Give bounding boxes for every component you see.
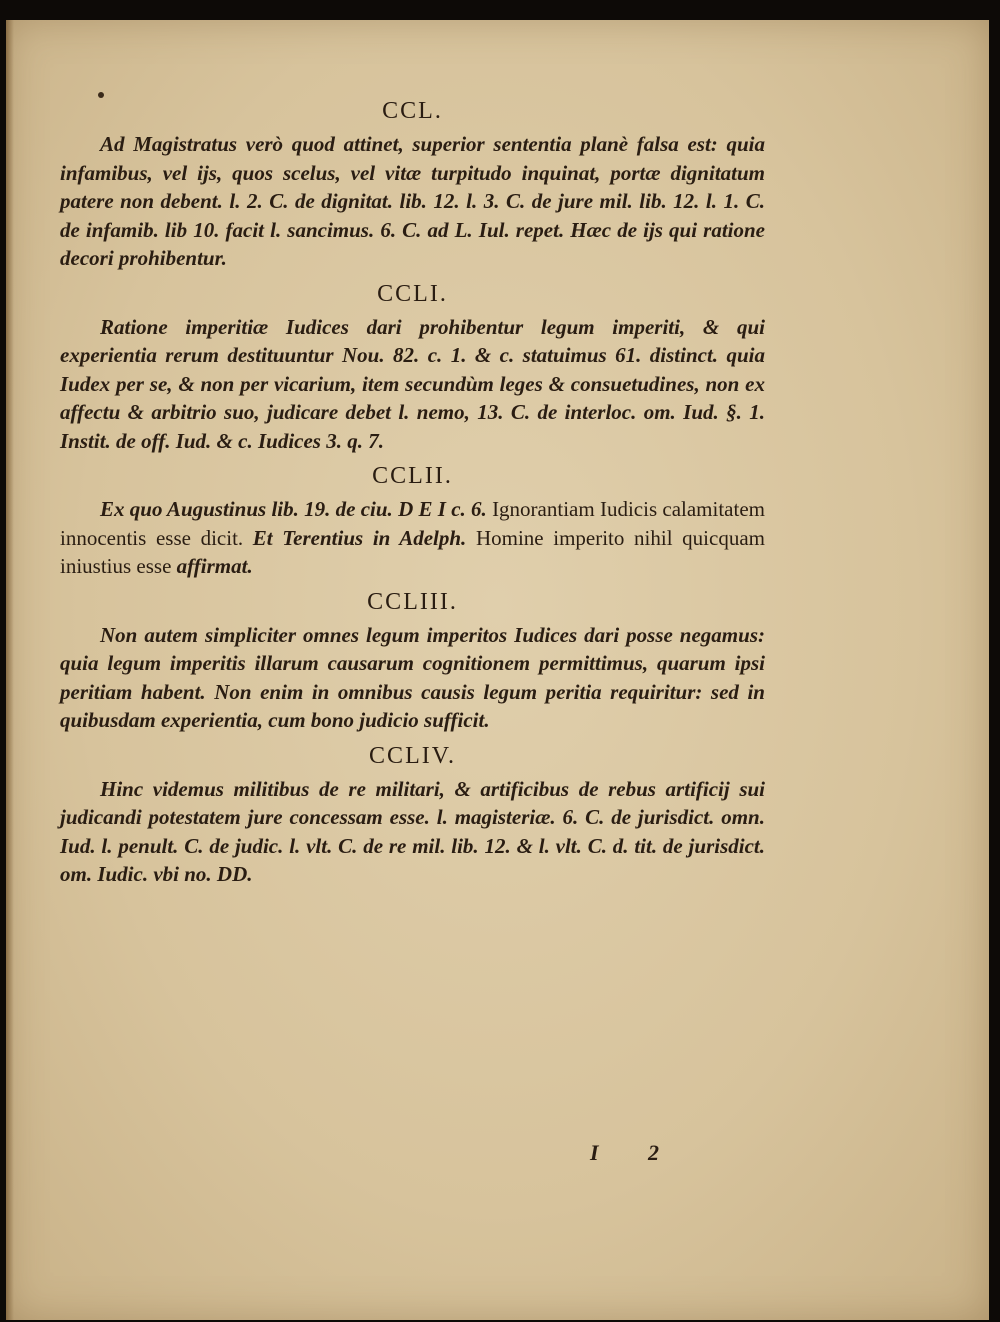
section-heading: CCLII.: [372, 463, 453, 489]
section-heading: CCLIV.: [369, 742, 456, 769]
paragraph-text: Ignorantiam Iudicis calamitatem innocentis esse dicit.: [60, 497, 765, 550]
paragraph-text: Ratione imperitiæ Iudices dari prohibentur legum imperiti, & qui experientia rerum destituuntur Nou. 82. c. 1. & c. statuimus 61. distinct. quia Iudex per se, & non per vicarium, item secundùm leges & consuetudines, non ex affectu & arbitrio suo, judicare debet l. nemo, 13. C. de interloc. om. Iud. §. 1. Instit. de off. Iud. & c. Iudices 3. q. 7.: [60, 314, 765, 453]
text-block: [60, 90, 765, 889]
page-gutter-shadow: [6, 20, 14, 1320]
paragraph-text: Et Terentius in Adelph.: [252, 525, 476, 550]
signature-mark: I 2: [590, 1140, 682, 1165]
paragraph-text: Non autem simpliciter omnes legum imperitos Iudices dari posse negamus: quia legum imperitis illarum causarum cognitionem permittimus, quarum ipsi peritiam habent. Non enim in omnibus causis legum peritia requiritur: sed in quibusdam experientia, cum bono judicio sufficit.: [60, 622, 765, 732]
section-paragraph: [60, 130, 765, 273]
section-heading: CCLIII.: [367, 588, 458, 615]
paragraph-text: Ad Magistratus verò quod attinet, superior sententia planè falsa est: quia infamibus, vel ijs, quos scelus, vel vitæ turpitudo inquinat, portæ dignitatum patere non debent. l. 2. C. de dignitat. lib. 12. l. 3. C. de jure mil. lib. 12. l. 1. C. de infamib. lib 10. facit l. sancimus. 6. C. ad L. Iul. repet. Hæc de ijs qui ratione decori prohibentur.: [60, 132, 765, 270]
section-heading: CCL.: [382, 98, 443, 124]
section-heading: CCLI.: [377, 280, 448, 307]
paragraph-text: affirmat.: [176, 554, 253, 578]
section-paragraph: [60, 621, 765, 735]
section-paragraph: [60, 775, 765, 889]
section-paragraph: [60, 313, 765, 456]
paragraph-text: Hinc videmus militibus de re militari, & artificibus de rebus artificij sui judicandi potestatem jure concessam esse. l. magisteriæ. 6. C. de jurisdict. omn. Iud. l. penult. C. de judic. l. vlt. C. de re mil. lib. 12. & l. vlt. C. d. tit. de jurisdict. om. Iudic. vbi no. DD.: [60, 776, 765, 886]
paragraph-text: Homine imperito nihil quicquam iniustius esse: [60, 525, 765, 578]
paragraph-text: Ex quo Augustinus lib. 19. de ciu. D E I c. 6.: [100, 497, 493, 521]
section-paragraph: [60, 495, 765, 581]
